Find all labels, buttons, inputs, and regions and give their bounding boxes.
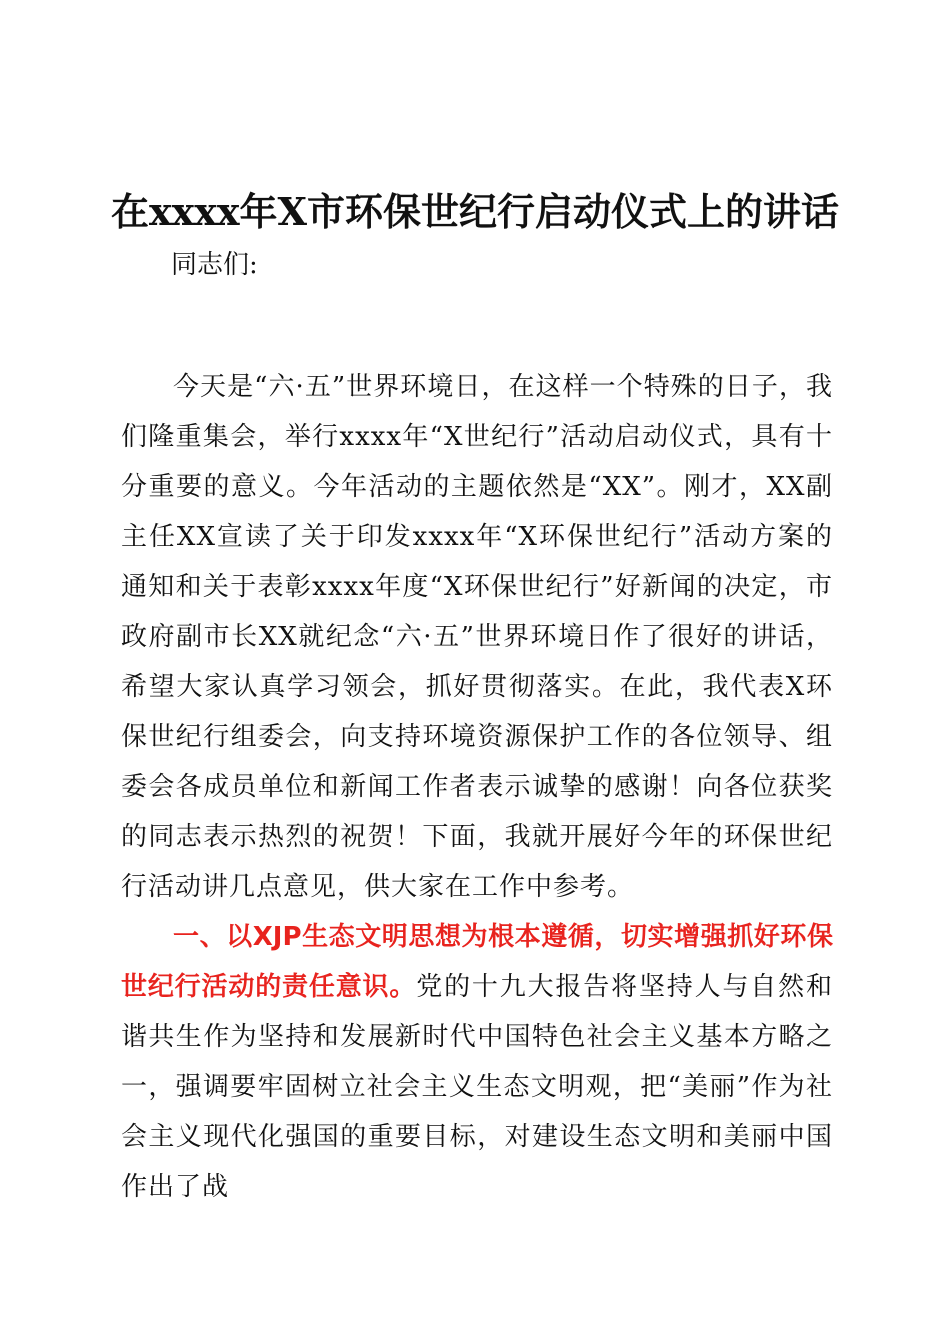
paragraph-section-one (121, 912, 833, 1212)
document-title: 在xxxx年X市环保世纪行启动仪式上的讲话 (110, 189, 840, 234)
section-heading-highlight: 一、以XJP生态文明思想为根本遵循，切实增强抓好环保世纪行活动的责任意识。 (121, 922, 833, 1002)
section-body-text: 党的十九大报告将坚持人与自然和谐共生作为坚持和发展新时代中国特色社会主义基本方略之一，强调要牢固树立社会主义生态文明观，把“美丽”作为社会主义现代化强国的重要目标，对建设生态文明和美丽中国作出了战 (121, 972, 833, 1202)
paragraph-opening: 今天是“六·五”世界环境日，在这样一个特殊的日子，我们隆重集会，举行xxxx年“X世纪行”活动启动仪式，具有十分重要的意义。今年活动的主题依然是“XX”。刚才，XX副主任XX宣读了关于印发xxxx年“X环保世纪行”活动方案的通知和关于表彰xxxx年度“X环保世纪行”好新闻的决定，市政府副市长XX就纪念“六·五”世界环境日作了很好的讲话，希望大家认真学习领会，抓好贯彻落实。在此，我代表X环保世纪行组委会，向支持环境资源保护工作的各位领导、组委会各成员单位和新闻工作者表示诚挚的感谢！向各位获奖的同志表示热烈的祝贺！下面，我就开展好今年的环保世纪行活动讲几点意见，供大家在工作中参考。 (121, 372, 833, 902)
salutation: 同志们: (171, 250, 258, 280)
